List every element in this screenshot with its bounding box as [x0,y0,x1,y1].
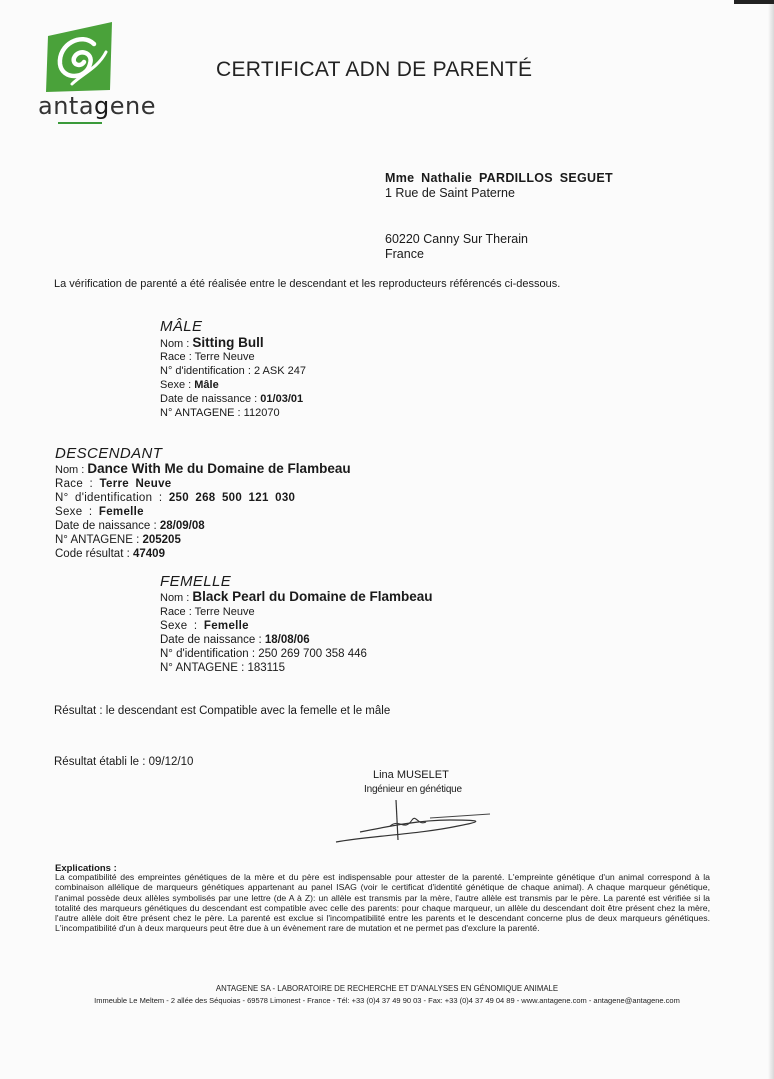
antagene-logo-icon [42,22,116,96]
descendant-code: 47409 [133,548,165,560]
male-name: Sitting Bull [192,335,264,350]
descendant-name: Dance With Me du Domaine de Flambeau [87,461,351,476]
descendant-antagene: 205205 [142,534,181,546]
explanations-text: La compatibilité des empreintes génétiques de la mère et du père est indispensable pour attester de la parenté. L'empreinte génétique d'un animal correspond à la combinaison allélique de marqueurs génétiques appartenant au panel ISAG (voir le certificat d'identité génétique de chaque animal). A chaque marqueur génétique, l'animal possède deux allèles symbolisés par une lettre (de A à Z): un allèle est transmis par la mère, l'autre allèle est transmis par le père. La parenté est vérifiée si la totalité des marqueurs génétiques du descendant est compatible avec celle des parents: pour chaque marqueur, un allèle du descendant doit être présent chez la mère, l'autre allèle doit être présent chez le père. La parenté est exclue si l'incompatibilité entre les parents et le descendant concerne plus de deux marqueurs génétiques. L'incompatibilité d'un à deux marqueurs peut être due à un évènement rare de mutation et ne permet pas d'exclure la parenté. [55,872,710,934]
male-dob-row: Date de naissance : 01/03/01 [160,393,304,405]
descendant-id: 250 268 500 121 030 [168,492,296,504]
male-antagene: 112070 [243,407,280,419]
male-antagene-row: N° ANTAGENE : 112070 [160,407,280,419]
male-name-row [160,335,264,350]
descendant-race-row: Race : Terre Neuve [55,478,172,490]
female-heading: FEMELLE [160,573,232,590]
male-id-row: N° d'identification : 2 ASK 247 [160,365,306,377]
page-edge-mark [734,0,774,4]
footer-company: ANTAGENE SA - LABORATOIRE DE RECHERCHE ET D'ANALYSES EN GÉNOMIQUE ANIMALE [215,984,559,993]
male-sex-row: Sexe : Mâle [160,379,219,391]
descendant-dob-row: Date de naissance : 28/09/08 [55,520,205,532]
logo-wordmark: antagene [38,92,157,120]
female-dob: 18/08/06 [264,634,310,646]
recipient-country: France [385,247,424,261]
female-id: 250 269 700 358 446 [258,648,367,660]
recipient-name: Mme Nathalie PARDILLOS SEGUET [385,171,613,185]
male-name-label: Nom : [160,338,190,350]
recipient-street: 1 Rue de Saint Paterne [385,186,515,200]
descendant-code-row: Code résultat : 47409 [55,548,165,560]
male-dob: 01/03/01 [260,393,304,405]
descendant-race: Terre Neuve [99,478,172,490]
page-edge-shadow [768,0,774,1079]
male-race: Terre Neuve [194,351,255,363]
signer-role: Ingénieur en génétique [364,784,462,795]
female-name-row: Nom : Black Pearl du Domaine de Flambeau [160,589,433,604]
logo-underline [58,122,102,124]
descendant-sex: Femelle [98,506,144,518]
explanations-heading: Explications : [55,863,117,874]
antagene-logo [38,22,157,128]
recipient-city: 60220 Canny Sur Therain [385,232,528,246]
female-antagene-row: N° ANTAGENE : 183115 [160,662,285,674]
female-antagene: 183115 [247,662,285,674]
male-sex: Mâle [194,379,219,391]
descendant-name-row: Nom : Dance With Me du Domaine de Flambeau [55,461,351,476]
signature [330,796,500,850]
descendant-heading: DESCENDANT [55,445,163,462]
descendant-sex-row: Sexe : Femelle [55,506,144,518]
male-race-row: Race : Terre Neuve [160,351,255,363]
result-text: Résultat : le descendant est Compatible avec la femelle et le mâle [54,705,391,717]
male-id: 2 ASK 247 [253,365,306,377]
female-sex: Femelle [203,620,249,632]
signer-name: Lina MUSELET [373,769,449,781]
female-race-row: Race : Terre Neuve [160,606,255,618]
established-date: Résultat établi le : 09/12/10 [54,756,194,768]
descendant-dob: 28/09/08 [159,520,205,532]
intro-text: La vérification de parenté a été réalisée entre le descendant et les reproducteurs référencés ci-dessous. [54,278,561,290]
male-heading: MÂLE [160,318,203,335]
page-title: CERTIFICAT ADN DE PARENTÉ [216,58,533,81]
female-id-row: N° d'identification : 250 269 700 358 446 [160,648,367,660]
female-race: Terre Neuve [194,606,255,618]
footer-address: Immeuble Le Meltem - 2 allée des Séquoias - 69578 Limonest - France - Tél: +33 (0)4 37 49 90 03 - Fax: +33 (0)4 37 49 04 89 - www.antagene.com - antagene@antagene.com [94,996,680,1005]
female-dob-row: Date de naissance : 18/08/06 [160,634,310,646]
descendant-id-row: N° d'identification : 250 268 500 121 030 [55,492,296,504]
female-sex-row: Sexe : Femelle [160,620,249,632]
descendant-antagene-row: N° ANTAGENE : 205205 [55,534,181,546]
female-name: Black Pearl du Domaine de Flambeau [192,589,433,604]
